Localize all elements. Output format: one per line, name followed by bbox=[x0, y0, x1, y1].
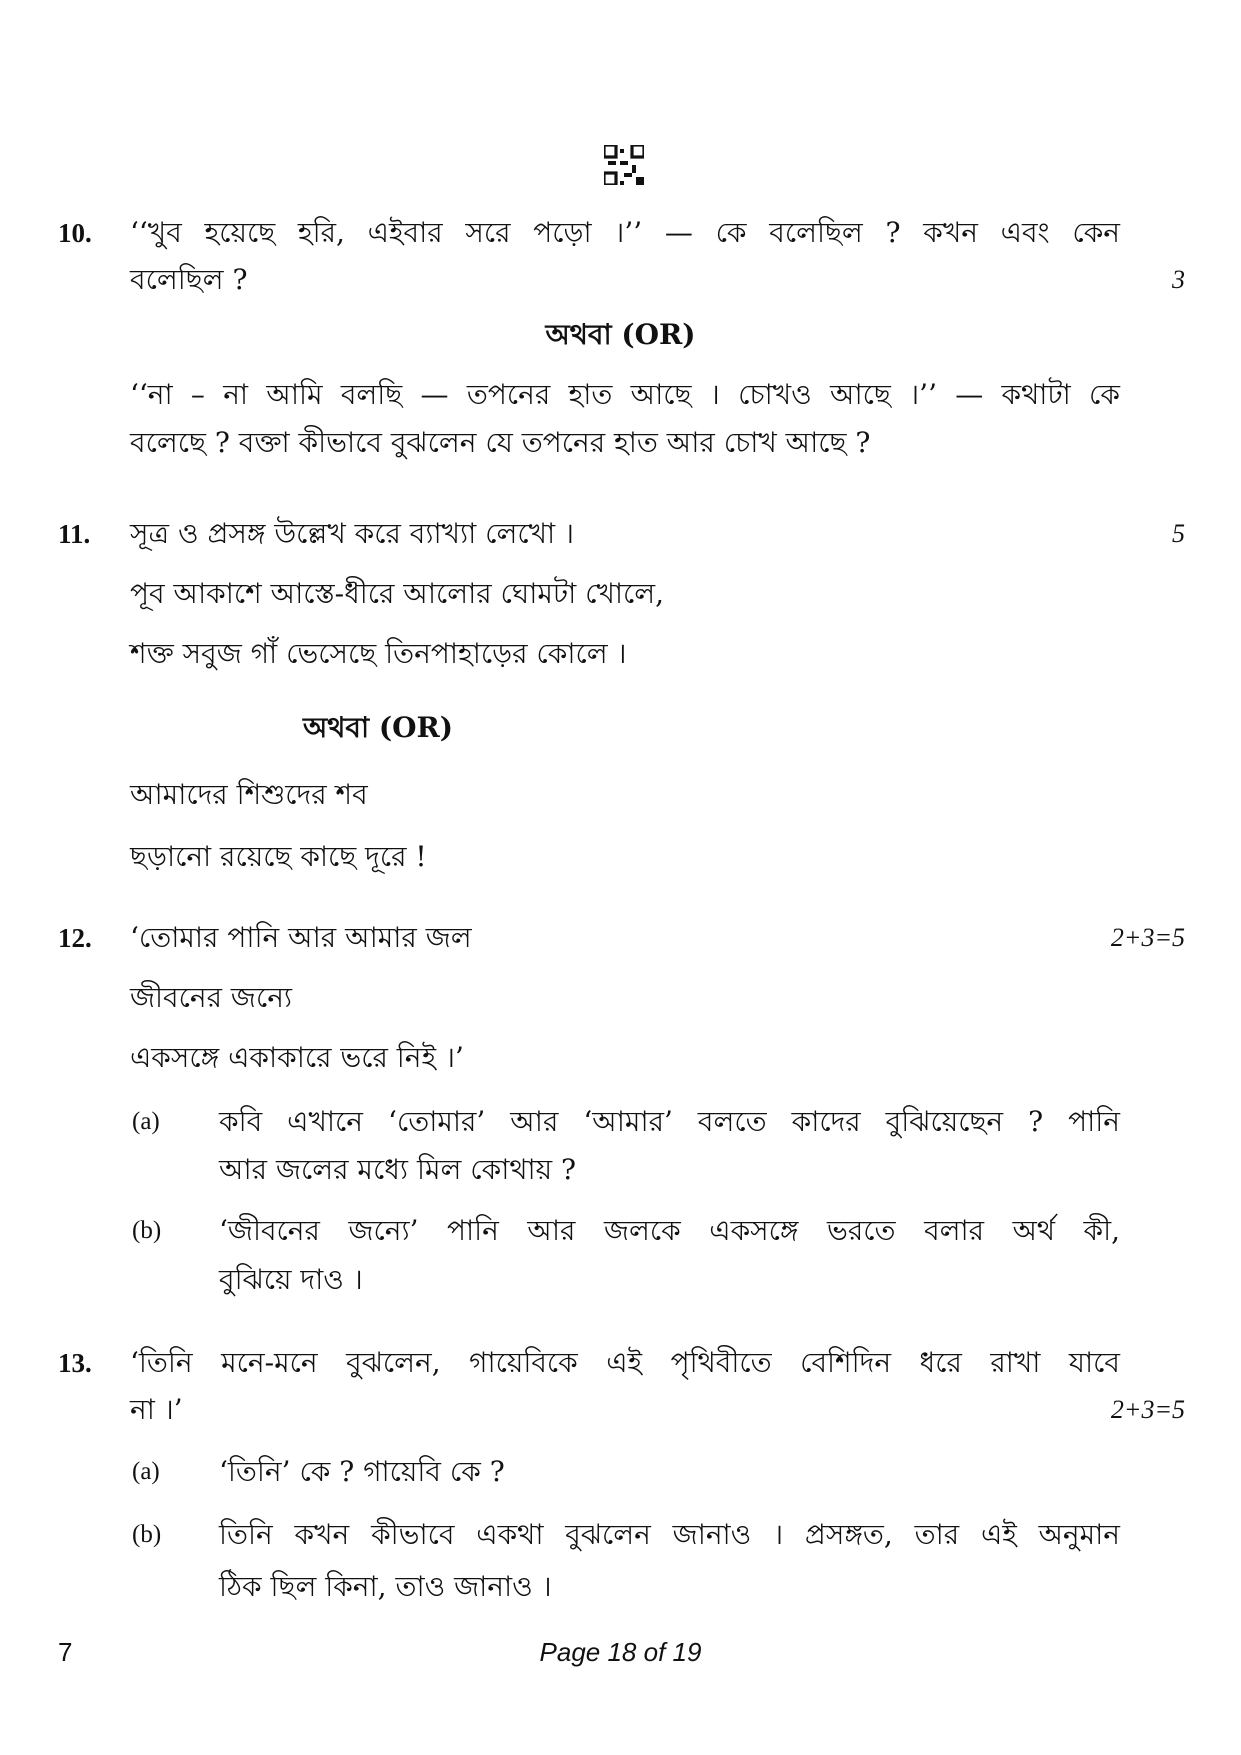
subquestion-label: (a) bbox=[132, 1458, 160, 1485]
question-number: 11. bbox=[58, 519, 91, 549]
page-number: Page 18 of 19 bbox=[539, 1637, 702, 1667]
subquestion-label: (b) bbox=[132, 1521, 162, 1548]
or-label: অথবা (OR) bbox=[303, 711, 453, 744]
marks: 2+3=5 bbox=[1110, 1395, 1185, 1424]
question-number: 12. bbox=[58, 923, 92, 953]
question-text: সূত্র ও প্রসঙ্গ উল্লেখ করে ব্যাখ্যা লেখো । bbox=[130, 517, 574, 550]
subquestion-text: ‘জীবনের জন্যে’ পানি আর জলকে একসঙ্গে ভরতে বলার অর্থ কী, bbox=[219, 1214, 1120, 1247]
question-text: ‘‘না – না আমি বলছি — তপনের হাত আছে । চোখও আছে ।’’ — কথাটা কে bbox=[130, 378, 1120, 411]
subquestion-text: তিনি কখন কীভাবে একথা বুঝলেন জানাও । প্রসঙ্গত, তার এই অনুমান bbox=[219, 1518, 1120, 1551]
poem-line: একসঙ্গে একাকারে ভরে নিই ।’ bbox=[130, 1041, 464, 1074]
question-text: না ।’ bbox=[130, 1393, 183, 1426]
poem-line: ছড়ানো রয়েছে কাছে দূরে ! bbox=[130, 840, 427, 873]
marks: 5 bbox=[1172, 519, 1185, 548]
poem-line: পূব আকাশে আস্তে-ধীরে আলোর ঘোমটা খোলে, bbox=[130, 577, 665, 610]
subquestion-text: কবি এখানে ‘তোমার’ আর ‘আমার’ বলতে কাদের বুঝিয়েছেন ? পানি bbox=[219, 1105, 1120, 1138]
marks: 3 bbox=[1172, 265, 1185, 294]
subquestion-label: (b) bbox=[132, 1217, 162, 1244]
question-text: বলেছিল ? bbox=[130, 263, 248, 296]
subquestion-label: (a) bbox=[132, 1108, 160, 1135]
poem-line: শক্ত সবুজ গাঁ ভেসেছে তিনপাহাড়ের কোলে । bbox=[130, 637, 627, 670]
subquestion-text: আর জলের মধ্যে মিল কোথায় ? bbox=[219, 1153, 576, 1186]
paper-code: 7 bbox=[58, 1637, 73, 1667]
question-number: 10. bbox=[58, 218, 92, 248]
qr-code bbox=[604, 145, 644, 185]
marks: 2+3=5 bbox=[1110, 923, 1185, 952]
or-label: অথবা (OR) bbox=[545, 318, 696, 351]
poem-line: ‘তোমার পানি আর আমার জল bbox=[130, 921, 472, 954]
subquestion-text: ‘তিনি’ কে ? গায়েবি কে ? bbox=[219, 1455, 505, 1488]
question-number: 13. bbox=[58, 1348, 92, 1378]
subquestion-text: বুঝিয়ে দাও । bbox=[219, 1263, 363, 1296]
question-text: বলেছে ? বক্তা কীভাবে বুঝলেন যে তপনের হাত আর চোখ আছে ? bbox=[130, 426, 871, 459]
subquestion-text: ঠিক ছিল কিনা, তাও জানাও । bbox=[219, 1570, 552, 1603]
poem-line: আমাদের শিশুদের শব bbox=[130, 778, 368, 811]
question-text: ‘‘খুব হয়েছে হরি, এইবার সরে পড়ো ।’’ — কে বলেছিল ? কখন এবং কেন bbox=[130, 216, 1120, 249]
question-text: ‘তিনি মনে-মনে বুঝলেন, গায়েবিকে এই পৃথিবীতে বেশিদিন ধরে রাখা যাবে bbox=[130, 1346, 1120, 1379]
poem-line: জীবনের জন্যে bbox=[130, 981, 293, 1014]
